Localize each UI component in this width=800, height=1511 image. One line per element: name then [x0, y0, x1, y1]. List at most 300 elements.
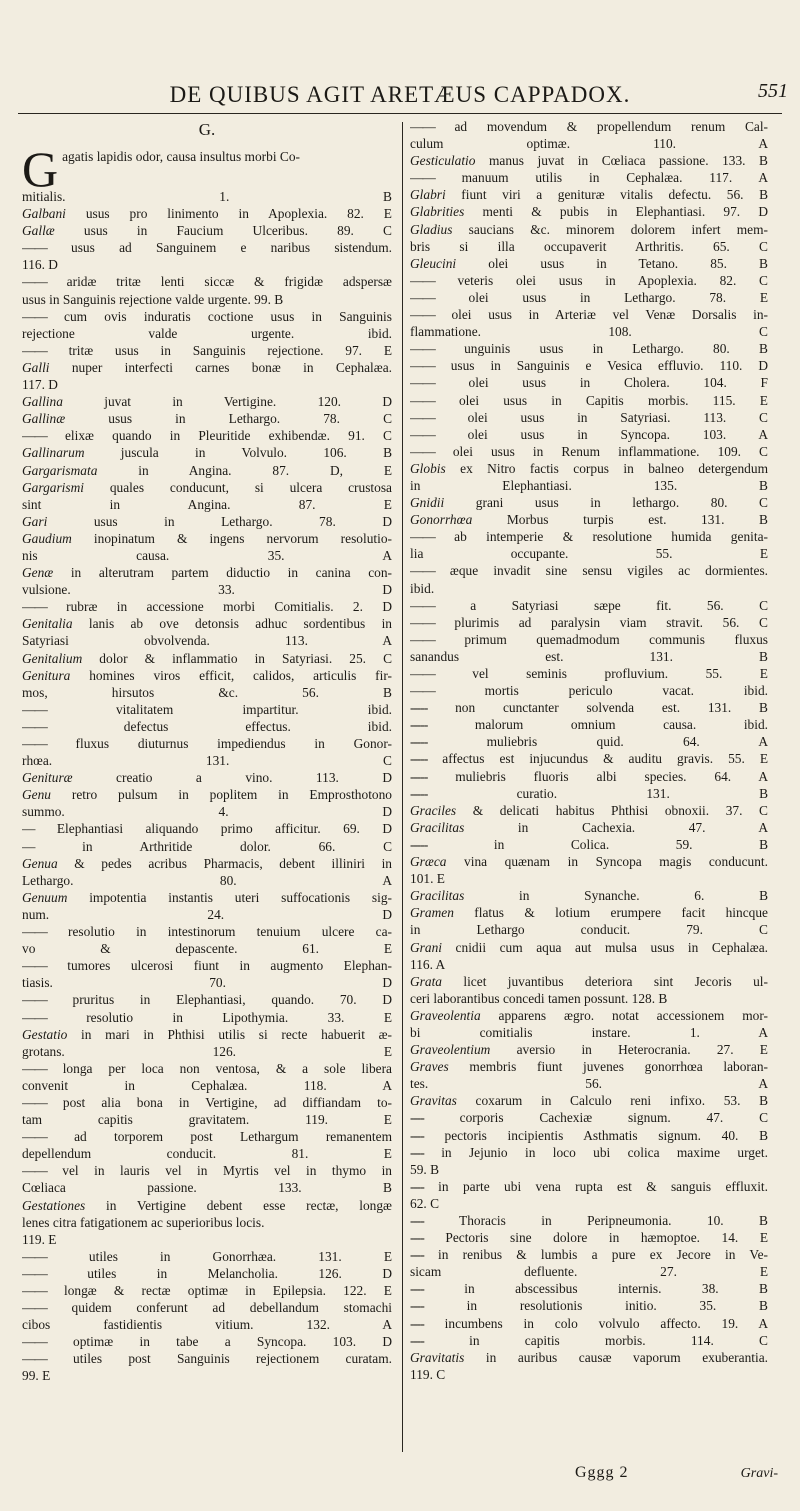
index-entry: [410, 392, 768, 409]
headword: Grata: [410, 973, 442, 989]
entry-text: in Colica. 59. B: [427, 836, 768, 852]
index-entry: [22, 148, 392, 188]
catchword: Gravi-: [740, 1466, 778, 1481]
ditto-dash: -----: [410, 717, 428, 733]
index-entry: [22, 1197, 392, 1214]
ditto-dash: ——: [22, 1248, 47, 1264]
headword: Gracilitas: [410, 819, 465, 835]
entry-text: usus in Lethargo. 78. D: [47, 513, 392, 529]
index-entry: [22, 308, 392, 325]
entry-text: grotans. 126. E: [22, 1043, 392, 1059]
header-rule: [18, 113, 782, 114]
index-entry: [410, 477, 768, 494]
ditto-dash: ----: [410, 1281, 424, 1297]
entry-text: tiasis. 70. D: [22, 975, 392, 991]
ditto-dash: ——: [410, 307, 435, 323]
entry-text: rubræ in accessione morbi Comitialis. 2. D: [46, 599, 392, 615]
index-entry: [410, 186, 768, 203]
entry-text: ad movendum & propellendum renum Cal-: [434, 119, 768, 134]
entry-text: sint in Angina. 87. E: [22, 496, 392, 512]
index-entry: [410, 409, 768, 426]
ditto-dash: ——: [22, 992, 47, 1008]
index-entry: [410, 887, 768, 904]
index-entry: [22, 820, 392, 837]
entry-text: olei usus in Tetano. 85. B: [456, 255, 768, 271]
entry-text: primum quemadmodum communis fluxus: [434, 631, 768, 647]
headword: Gari: [22, 513, 48, 529]
index-entry: [22, 479, 392, 496]
index-entry: [410, 340, 768, 357]
index-entry: [22, 188, 392, 205]
entry-text: in Lethargo conducit. 79. C: [410, 922, 768, 938]
entry-text: Morbus turpis est. 131. B: [472, 512, 768, 528]
entry-text: num. 24. D: [22, 906, 392, 922]
index-entry: [410, 699, 768, 716]
index-entry: [22, 547, 392, 564]
headword: Genu: [22, 787, 52, 803]
index-entry: [22, 889, 392, 906]
entry-text: olei usus in Satyriasi. 113. C: [434, 409, 768, 425]
index-entry: [410, 1024, 768, 1041]
index-entry: [410, 460, 768, 477]
entry-text: manus juvat in Cœliaca passione. 133. B: [475, 153, 768, 169]
headword: Gleucini: [410, 255, 457, 271]
ditto-dash: ——: [410, 443, 435, 459]
index-entry: [410, 306, 768, 323]
entry-text: usus in Faucium Ulceribus. 89. C: [54, 223, 392, 239]
entry-text: affectus est injucundus & auditu gravis. 55. E: [427, 751, 768, 767]
right-entries: [410, 118, 768, 1383]
index-entry: [410, 802, 768, 819]
entry-text: tritæ usus in Sanguinis rejectione. 97. E: [46, 342, 392, 358]
index-entry: [22, 581, 392, 598]
index-entry: [22, 1316, 392, 1333]
ditto-dash: ——: [22, 274, 47, 290]
index-entry: [410, 323, 768, 340]
headword: Genitalium: [22, 650, 83, 666]
entry-text: utiles in Melancholia. 126. D: [46, 1265, 392, 1281]
entry-text: usus pro linimento in Apoplexia. 82. E: [65, 206, 392, 222]
column-divider: [402, 122, 403, 1452]
index-entry: [22, 1026, 392, 1043]
entry-text: 116. D: [22, 257, 58, 273]
entry-text: rejectione valde urgente. ibid.: [22, 325, 392, 341]
entry-text: usus in Sanguinis e Vesica effluvio. 110. D: [434, 358, 768, 374]
entry-text: in Angina. 87. D, E: [97, 462, 392, 478]
headword: Graveolentia: [410, 1007, 481, 1023]
index-entry: [22, 1299, 392, 1316]
index-entry: [410, 614, 768, 631]
entry-text: olei usus in Syncopa. 103. A: [434, 426, 768, 442]
index-entry: [410, 221, 768, 238]
entry-text: saucians &c. minorem dolorem infert mem-: [452, 221, 768, 237]
index-entry: [410, 1297, 768, 1314]
entry-text: menti & pubis in Elephantiasi. 97. D: [464, 204, 768, 220]
entry-text: in Synanche. 6. B: [464, 888, 768, 904]
entry-text: fluxus diuturnus impediendus in Gonor-: [46, 736, 392, 751]
index-entry: [410, 1315, 768, 1332]
index-entry: [22, 701, 392, 718]
headword: Grani: [410, 939, 442, 955]
ditto-dash: ——: [410, 341, 435, 357]
entry-text: quidem conferunt ad debellandum stomachi: [46, 1300, 392, 1316]
index-entry: [22, 1077, 392, 1094]
entry-text: resolutio in intestinorum tenuium ulcere ca-: [46, 924, 392, 940]
ditto-dash: ——: [410, 272, 435, 288]
entry-text: resolutio in Lipothymia. 33. E: [46, 1009, 392, 1025]
entry-text: depellendum conducit. 81. E: [22, 1146, 392, 1162]
index-entry: [22, 1333, 392, 1350]
entry-text: ad torporem post Lethargum remanentem: [46, 1129, 392, 1145]
ditto-dash: ——: [410, 170, 435, 186]
index-entry: [22, 855, 392, 872]
entry-text: usus in Lethargo. 78. C: [65, 411, 392, 427]
entry-text: in renibus & lumbis a pure ex Jecore in Ve-: [423, 1247, 768, 1263]
entry-text: muliebris fluoris albi species. 64. A: [427, 768, 768, 784]
entry-text: cum ovis induratis coctione usus in Sanguinis: [46, 308, 392, 324]
entry-text: 101. E: [410, 871, 445, 887]
index-entry: [410, 665, 768, 682]
index-entry: [22, 1145, 392, 1162]
entry-text: ceri laborantibus concedi tamen possunt. 128. B: [410, 990, 668, 1006]
entry-text: aridæ tritæ lenti siccæ & frigidæ adspersæ: [46, 274, 392, 290]
ditto-dash: ——: [410, 563, 435, 579]
index-entry: [22, 615, 392, 632]
ditto-dash: ——: [22, 1094, 47, 1110]
ditto-dash: -----: [410, 700, 428, 716]
ditto-dash: ----: [410, 1247, 424, 1263]
index-entry: [22, 1350, 392, 1367]
ditto-dash: ——: [22, 1300, 47, 1316]
index-entry: [22, 940, 392, 957]
ditto-dash: ----: [410, 1110, 424, 1126]
entry-text: tam capitis gravitatem. 119. E: [22, 1112, 392, 1128]
entry-text: culum optimæ. 110. A: [410, 136, 768, 152]
entry-text: ex Nitro factis corpus in balneo detergendum: [445, 460, 768, 476]
entry-text: bris si illa occupaverit Arthritis. 65. C: [410, 238, 768, 254]
headword: Genuum: [22, 889, 68, 905]
ditto-dash: ——: [410, 666, 435, 681]
index-entry: [22, 376, 392, 393]
entry-text: licet juvantibus deteriora sint Jecoris ul-: [442, 973, 768, 989]
entry-text: defectus effectus. ibid.: [46, 718, 392, 734]
entry-text: sicam defluente. 27. E: [410, 1264, 768, 1280]
headword: Graciles: [410, 802, 457, 818]
ditto-dash: ——: [22, 308, 47, 324]
entry-text: elixæ quando in Pleuritide exhibendæ. 91. C: [46, 428, 392, 444]
index-entry: [410, 785, 768, 802]
ditto-dash: -----: [410, 734, 428, 750]
ditto-dash: ——: [410, 529, 435, 545]
entry-text: 116. A: [410, 956, 446, 972]
entry-text: olei usus in Renum inflammatione. 109. C: [434, 443, 768, 459]
index-entry: [22, 205, 392, 222]
entry-text: mitialis. 1. B: [22, 189, 392, 204]
index-entry: [410, 648, 768, 665]
left-entries: [22, 148, 392, 1385]
entry-text: corporis Cachexiæ signum. 47. C: [423, 1110, 768, 1126]
entry-text: vel seminis profluvium. 55. E: [434, 666, 768, 681]
entry-text: Cœliaca passione. 133. B: [22, 1180, 392, 1196]
entry-text: cibos fastidientis vitium. 132. A: [22, 1317, 392, 1333]
headword: Genitalia: [22, 616, 73, 632]
index-entry: [22, 513, 392, 530]
entry-text: tumores ulcerosi fiunt in augmento Elephan-: [46, 958, 392, 974]
index-entry: [22, 1094, 392, 1111]
ditto-dash: ----: [410, 1298, 424, 1314]
entry-text: veteris olei usus in Apoplexia. 82. C: [434, 272, 768, 288]
index-entry: [22, 410, 392, 427]
entry-text: Lethargo. 80. A: [22, 872, 392, 888]
ditto-dash: ——: [22, 599, 47, 615]
entry-text: in alterutram partem diductio in canina con-: [53, 565, 392, 581]
entry-text: Satyriasi obvolvenda. 113. A: [22, 633, 392, 649]
entry-text: retro pulsum in poplitem in Emprosthotono: [51, 787, 392, 803]
index-entry: [22, 256, 392, 273]
ditto-dash: ----: [410, 1332, 424, 1348]
index-entry: [22, 530, 392, 547]
entry-text: flammatione. 108. C: [410, 324, 768, 340]
index-entry: [22, 752, 392, 769]
index-entry: [22, 1231, 392, 1248]
entry-text: ibid.: [410, 580, 435, 596]
index-entry: [410, 682, 768, 699]
entry-text: flatus & lotium erumpere facit hincque: [453, 905, 768, 921]
index-entry: [410, 169, 768, 186]
headword: Genua: [22, 855, 58, 871]
ditto-dash: ——: [22, 1334, 47, 1350]
ditto-dash: ——: [22, 1129, 47, 1145]
ditto-dash: ——: [410, 392, 435, 408]
ditto-dash: ——: [410, 631, 435, 647]
entry-text: inopinatum & ingens nervorum resolutio-: [71, 530, 392, 546]
headword: Gargarismi: [22, 479, 85, 495]
running-head: DE QUIBUS AGIT ARETÆUS CAPPADOX.: [169, 82, 631, 107]
index-entry: [410, 1127, 768, 1144]
index-entry: [410, 255, 768, 272]
entry-text: ab intemperie & resolutione humida genita-: [434, 529, 768, 545]
headword: Gravitas: [410, 1093, 457, 1109]
index-entry: [410, 511, 768, 528]
entry-text: curatio. 131. B: [427, 785, 768, 801]
headword: Genæ: [22, 565, 54, 581]
index-entry: [410, 528, 768, 545]
entry-text: pruritus in Elephantiasi, quando. 70. D: [46, 992, 392, 1008]
entry-text: 99. E: [22, 1368, 51, 1384]
index-entry: [410, 1212, 768, 1229]
headword: Gallinarum: [22, 445, 85, 461]
index-entry: [410, 1246, 768, 1263]
index-entry: [22, 803, 392, 820]
index-entry: [410, 1195, 768, 1212]
index-entry: [22, 991, 392, 1008]
entry-text: convenit in Cephalæa. 118. A: [22, 1077, 392, 1093]
index-entry: [410, 921, 768, 938]
headword: Graves: [410, 1059, 449, 1075]
entry-text: Pectoris sine dolore in hæmoptoe. 14. E: [423, 1230, 768, 1246]
index-entry: [410, 426, 768, 443]
index-entry: [410, 1263, 768, 1280]
index-entry: [410, 990, 768, 1007]
entry-text: in Vertigine debent esse rectæ, longæ: [85, 1197, 392, 1213]
index-entry: [410, 870, 768, 887]
entry-text: aversio in Heterocrania. 27. E: [490, 1042, 768, 1058]
entry-text: in resolutionis initio. 35. B: [423, 1298, 768, 1314]
index-entry: [22, 222, 392, 239]
index-entry: [410, 631, 768, 648]
entry-text: 117. D: [22, 377, 58, 393]
entry-text: utiles in Gonorrhæa. 131. E: [46, 1248, 392, 1264]
entry-text: vulsione. 33. D: [22, 582, 392, 598]
index-entry: [410, 272, 768, 289]
index-entry: [22, 1060, 392, 1077]
entry-text: fiunt viri a genituræ vitalis defectu. 56. B: [445, 187, 768, 203]
entry-text: & delicati habitus Phthisi obnoxii. 37. C: [456, 802, 768, 818]
entry-text: usus ad Sanguinem e naribus sistendum.: [46, 240, 392, 256]
headword: Gestatio: [22, 1026, 68, 1042]
index-entry: [410, 289, 768, 306]
headword: Gestationes: [22, 1197, 86, 1213]
headword: Glabri: [410, 187, 446, 203]
ditto-dash: ——: [410, 119, 435, 134]
headword: Galbani: [22, 206, 66, 222]
index-entry: [410, 562, 768, 579]
headword: Gravitatis: [410, 1349, 465, 1365]
entry-text: apparens ægro. notat accessionem mor-: [480, 1007, 768, 1023]
index-entry: [410, 238, 768, 255]
index-entry: [22, 923, 392, 940]
index-entry: [22, 632, 392, 649]
index-entry: [22, 906, 392, 923]
index-entry: [22, 786, 392, 803]
signature-mark: Gggg 2: [575, 1464, 629, 1481]
index-entry: [410, 135, 768, 152]
ditto-dash: —: [22, 821, 35, 837]
entry-text: æque invadit sine sensu vigiles ac dormientes.: [434, 563, 768, 579]
index-entry: [410, 1229, 768, 1246]
ditto-dash: ----: [410, 1315, 424, 1331]
index-entry: [410, 836, 768, 853]
ditto-dash: ——: [22, 958, 47, 974]
entry-text: usus in Sanguinis rejectione valde urgente. 99. B: [22, 291, 284, 307]
index-entry: [22, 667, 392, 684]
entry-text: in Arthritide dolor. 66. C: [34, 838, 392, 854]
index-entry: [22, 444, 392, 461]
index-entry: [410, 1366, 768, 1383]
right-column: [410, 118, 768, 1383]
entry-text: incumbens in colo volvulo affecto. 19. A: [423, 1315, 768, 1331]
entry-text: pectoris incipientis Asthmatis signum. 40. B: [423, 1127, 768, 1143]
ditto-dash: ——: [22, 1283, 47, 1298]
entry-text: summo. 4. D: [22, 804, 392, 820]
entry-text: in abscessibus internis. 38. B: [423, 1281, 768, 1297]
index-entry: [22, 342, 392, 359]
entry-text: agatis lapidis odor, causa insultus morbi Co-: [62, 149, 300, 164]
entry-text: in auribus causæ vaporum exuberantia.: [464, 1349, 768, 1365]
entry-text: muliebris quid. 64. A: [427, 734, 768, 750]
headword: Globis: [410, 460, 446, 476]
ditto-dash: ——: [22, 736, 47, 751]
ditto-dash: ----: [410, 1230, 424, 1246]
drop-cap: G: [22, 148, 59, 188]
headword: Gnidii: [410, 495, 445, 511]
entry-text: longæ & rectæ optimæ in Epilepsia. 122. E: [46, 1283, 392, 1298]
entry-text: mortis periculo vacat. ibid.: [434, 683, 768, 699]
entry-text: a Satyriasi sæpe fit. 56. C: [434, 597, 768, 613]
entry-text: optimæ in tabe a Syncopa. 103. D: [46, 1334, 392, 1350]
index-entry: [410, 1332, 768, 1349]
entry-text: post alia bona in Vertigine, ad diffiandam to-: [46, 1094, 392, 1110]
index-entry: [22, 1367, 392, 1384]
index-entry: [410, 973, 768, 990]
ditto-dash: ——: [410, 289, 435, 305]
index-entry: [22, 462, 392, 479]
index-entry: [410, 1144, 768, 1161]
index-entry: [410, 1058, 768, 1075]
index-entry: [22, 1248, 392, 1265]
index-entry: [410, 443, 768, 460]
index-entry: [22, 1128, 392, 1145]
entry-text: vina quænam in Syncopa magis conducunt.: [446, 854, 768, 870]
entry-text: olei usus in Capitis morbis. 115. E: [434, 392, 768, 408]
entry-text: tes. 56. A: [410, 1076, 768, 1092]
headword: Græca: [410, 854, 447, 870]
entry-text: impotentia instantis uteri suffocationis sig-: [67, 889, 392, 905]
entry-text: creatio a vino. 113. D: [72, 770, 392, 786]
index-entry: [410, 494, 768, 511]
index-entry: [410, 1041, 768, 1058]
entry-text: vitalitatem impartitur. ibid.: [46, 701, 392, 717]
index-entry: [22, 769, 392, 786]
entry-text: quales conducunt, si ulcera crustosa: [84, 479, 392, 495]
entry-text: juvat in Vertigine. 120. D: [62, 394, 392, 410]
entry-text: 119. C: [410, 1366, 446, 1382]
headword: Gallinæ: [22, 411, 66, 427]
entry-text: cnidii cum aqua aut mulsa usus in Cephalæa.: [442, 939, 768, 955]
ditto-dash: ——: [410, 614, 435, 630]
index-entry: [22, 393, 392, 410]
index-entry: [410, 1349, 768, 1366]
index-entry: [22, 1162, 392, 1179]
index-entry: [410, 152, 768, 169]
index-entry: [410, 357, 768, 374]
entry-text: 59. B: [410, 1161, 440, 1177]
entry-text: lanis ab ove detonsis adhuc sordentibus in: [72, 616, 392, 632]
index-entry: [410, 118, 768, 135]
index-entry: [22, 239, 392, 256]
entry-text: longa per loca non ventosa, & a sole libera: [46, 1060, 392, 1076]
ditto-dash: ——: [22, 428, 47, 444]
entry-text: utiles post Sanguinis rejectionem curatam.: [46, 1351, 392, 1367]
ditto-dash: —: [22, 838, 35, 854]
ditto-dash: -----: [410, 785, 428, 801]
index-entry: [22, 359, 392, 376]
index-entry: [22, 684, 392, 701]
index-entry: [22, 1179, 392, 1196]
entry-text: olei usus in Cholera. 104. F: [434, 375, 768, 391]
ditto-dash: -----: [410, 836, 428, 852]
ditto-dash: ——: [22, 1060, 47, 1076]
entry-text: sanandus est. 131. B: [410, 648, 768, 664]
headword: Genitura: [22, 667, 71, 683]
index-entry: [410, 768, 768, 785]
index-entry: [22, 872, 392, 889]
index-entry: [22, 325, 392, 342]
index-entry: [22, 496, 392, 513]
headword: Graveolentium: [410, 1042, 491, 1058]
index-entry: [22, 1009, 392, 1026]
index-entry: [410, 819, 768, 836]
